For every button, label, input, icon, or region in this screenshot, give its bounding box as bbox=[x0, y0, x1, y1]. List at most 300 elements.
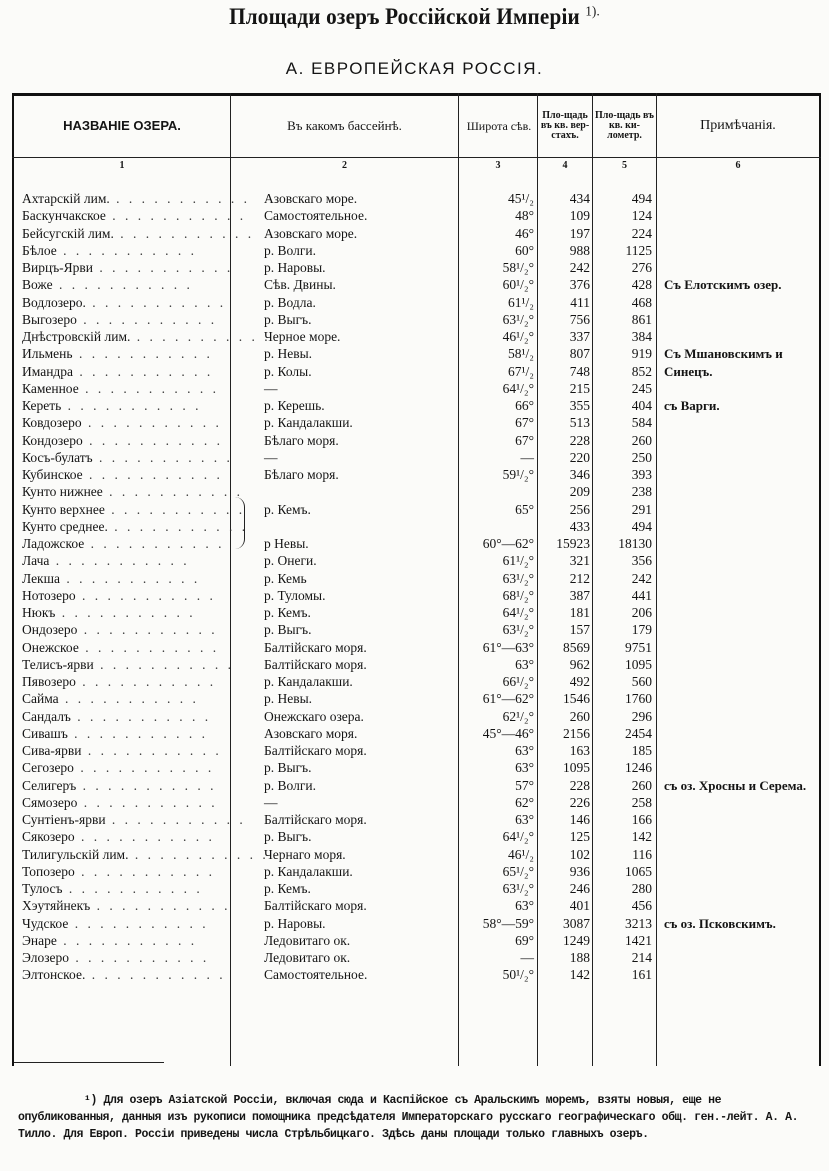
latitude-cell: 58¹/₂° bbox=[502, 260, 534, 275]
basin-cell: р. Выгъ. bbox=[264, 760, 312, 776]
latitude-cell: 45°—46° bbox=[482, 725, 534, 741]
area-versts-cell: 242 bbox=[569, 260, 590, 275]
area-km-cell: 260 bbox=[631, 777, 652, 793]
table-row bbox=[0, 966, 829, 983]
table-row bbox=[0, 207, 829, 224]
leader-dots: . . . . . . . . . . . bbox=[78, 380, 219, 396]
basin-cell: р. Невы. bbox=[264, 691, 313, 707]
latitude-cell: — bbox=[520, 950, 534, 965]
basin-cell: р. Волги. bbox=[264, 777, 316, 793]
leader-dots: . . . . . . . . . . . bbox=[69, 950, 210, 965]
leader-dots: . . . . . . . . . . . bbox=[67, 725, 209, 741]
table-row bbox=[0, 587, 829, 604]
basin-cell: Ледовитаго ок. bbox=[264, 950, 351, 965]
basin-cell: р. Кемъ. bbox=[264, 605, 311, 620]
area-versts-cell: 109 bbox=[569, 208, 590, 224]
leader-dots: . . . . . . . . . . . bbox=[52, 277, 193, 293]
area-versts-cell: 220 bbox=[569, 449, 590, 465]
lake-name: Имандра . . . . . . . . . . . bbox=[22, 363, 214, 379]
column-number: 4 bbox=[562, 160, 568, 171]
basin-cell: Бѣлаго моря. bbox=[264, 432, 339, 448]
area-km-cell: 242 bbox=[631, 570, 652, 586]
lake-name: Сямозеро . . . . . . . . . . . bbox=[22, 794, 218, 810]
area-km-cell: 1065 bbox=[625, 863, 652, 879]
leader-dots: . . . . . . . . . . . bbox=[77, 794, 218, 810]
lake-name: Тулосъ . . . . . . . . . . . bbox=[22, 881, 203, 896]
lake-name: Лекша . . . . . . . . . . . bbox=[22, 570, 201, 586]
leader-dots: . . . . . . . . . . . bbox=[105, 208, 247, 224]
lake-name: Водлозеро. . . . . . . . . . . . bbox=[22, 294, 227, 310]
header-notes: Примѣчанія. bbox=[700, 118, 776, 133]
area-km-cell: 245 bbox=[631, 380, 652, 396]
basin-cell: — bbox=[264, 794, 278, 810]
area-versts-cell: 748 bbox=[569, 363, 590, 379]
area-versts-cell: 8569 bbox=[563, 639, 590, 655]
basin-cell: Азовскаго море. bbox=[264, 191, 358, 206]
area-versts-cell: 401 bbox=[569, 898, 590, 914]
table-row bbox=[0, 846, 829, 863]
latitude-cell: 68¹/₂° bbox=[502, 587, 534, 603]
lake-name: Ильмень . . . . . . . . . . . bbox=[22, 346, 213, 362]
note-cell: Съ Елотскимъ озер. bbox=[664, 277, 782, 293]
table-row bbox=[0, 449, 829, 466]
latitude-cell: 61¹/₂ bbox=[507, 294, 534, 310]
latitude-cell: 63° bbox=[515, 656, 534, 672]
column-number: 6 bbox=[735, 160, 741, 171]
area-km-cell: 124 bbox=[631, 208, 652, 224]
table-row bbox=[0, 552, 829, 569]
basin-cell: р. Керешь. bbox=[264, 398, 325, 413]
column-number: 2 bbox=[342, 160, 347, 171]
area-versts-cell: 988 bbox=[569, 242, 590, 258]
lake-name: Кунто верхнее . . . . . . . . . . . bbox=[22, 501, 246, 517]
leader-dots: . . . . . . . . . . . bbox=[78, 639, 220, 655]
area-versts-cell: 246 bbox=[569, 881, 590, 896]
area-km-cell: 161 bbox=[631, 967, 652, 983]
latitude-cell: 60¹/₂° bbox=[502, 277, 534, 293]
latitude-cell: 48° bbox=[515, 208, 534, 224]
area-versts-cell: 936 bbox=[569, 863, 590, 879]
area-km-cell: 1421 bbox=[625, 932, 652, 948]
area-km-cell: 3213 bbox=[625, 915, 652, 931]
title-footnote-mark: 1). bbox=[585, 4, 600, 20]
latitude-cell: 63¹/₂° bbox=[502, 881, 534, 896]
leader-dots: . . . . . . . . . . . bbox=[93, 260, 234, 275]
latitude-cell: 60° bbox=[515, 242, 534, 258]
latitude-cell: 64¹/₂° bbox=[502, 605, 534, 620]
note-cell: Синецъ. bbox=[664, 363, 713, 379]
leader-dots: . . . . . . . . . . . bbox=[73, 760, 215, 776]
area-km-cell: 291 bbox=[631, 501, 652, 517]
header-area-versts: Пло-щадь въ кв. вер-стахъ. bbox=[540, 110, 590, 141]
lake-name: Онежское . . . . . . . . . . . bbox=[22, 639, 220, 655]
area-versts-cell: 321 bbox=[569, 553, 590, 569]
leader-dots: . . . . . . . . . . . bbox=[77, 622, 218, 638]
area-versts-cell: 411 bbox=[570, 294, 590, 310]
basin-cell: р. Туломы. bbox=[264, 587, 326, 603]
area-km-cell: 280 bbox=[631, 881, 652, 896]
latitude-cell: 46¹/₂ bbox=[507, 846, 534, 862]
latitude-cell: 60°—62° bbox=[482, 536, 534, 551]
area-km-cell: 276 bbox=[631, 260, 652, 275]
basin-cell: Ледовитаго ок. bbox=[264, 932, 351, 948]
basin-cell: Онежскаго озера. bbox=[264, 708, 364, 724]
area-versts-cell: 188 bbox=[569, 950, 590, 965]
lake-name: Сива-ярви . . . . . . . . . . . bbox=[22, 743, 222, 758]
lake-name: Сайма . . . . . . . . . . . bbox=[22, 691, 199, 707]
latitude-cell: 64¹/₂° bbox=[502, 380, 534, 396]
area-km-cell: 1246 bbox=[625, 760, 652, 776]
area-versts-cell: 197 bbox=[569, 225, 590, 241]
area-km-cell: 250 bbox=[631, 449, 652, 465]
latitude-cell: 46¹/₂° bbox=[502, 329, 534, 344]
lake-name: Нотозеро . . . . . . . . . . . bbox=[22, 587, 216, 603]
basin-cell: Балтійскаго моря. bbox=[264, 639, 367, 655]
latitude-cell: 63° bbox=[515, 812, 534, 827]
area-km-cell: 166 bbox=[631, 812, 652, 827]
table-row bbox=[0, 259, 829, 276]
area-km-cell: 18130 bbox=[618, 536, 652, 551]
table-row bbox=[0, 483, 829, 500]
table-row bbox=[0, 673, 829, 690]
basin-cell: р Невы. bbox=[264, 536, 309, 551]
lake-name: Кубинское . . . . . . . . . . . bbox=[22, 467, 223, 482]
lake-name: Топозеро . . . . . . . . . . . bbox=[22, 863, 216, 879]
basin-cell: Сѣв. Двины. bbox=[264, 277, 336, 293]
table-row bbox=[0, 501, 829, 518]
area-km-cell: 116 bbox=[632, 846, 652, 862]
lake-name: Днѣстровскій лим. . . . . . . . . . . . bbox=[22, 329, 271, 344]
basin-cell: Балтійскаго моря. bbox=[264, 743, 367, 758]
basin-cell: р. Наровы. bbox=[264, 915, 326, 931]
leader-dots: . . . . . . . . . . . bbox=[81, 415, 222, 431]
lake-name: Каменное . . . . . . . . . . . bbox=[22, 380, 219, 396]
table-row bbox=[0, 276, 829, 293]
table-row bbox=[0, 915, 829, 932]
area-versts-cell: 228 bbox=[569, 432, 590, 448]
area-versts-cell: 212 bbox=[569, 570, 590, 586]
area-versts-cell: 256 bbox=[569, 501, 590, 517]
title-text: Площади озеръ Россійской Имперіи bbox=[229, 4, 580, 29]
leader-dots: . . . . . . . . . . . bbox=[74, 863, 216, 879]
area-km-cell: 206 bbox=[631, 605, 652, 620]
leader-dots: . . . . . . . . . . . bbox=[70, 708, 212, 724]
area-versts-cell: 102 bbox=[569, 846, 590, 862]
area-km-cell: 404 bbox=[631, 398, 652, 413]
lake-name: Кунто нижнее . . . . . . . . . . . bbox=[22, 484, 244, 500]
leader-dots: . . . . . . . . . . . bbox=[75, 674, 217, 689]
latitude-cell: 59¹/₂° bbox=[502, 467, 534, 482]
area-versts-cell: 163 bbox=[569, 743, 590, 758]
area-km-cell: 185 bbox=[631, 743, 652, 758]
latitude-cell: 63¹/₂° bbox=[502, 570, 534, 586]
area-km-cell: 258 bbox=[631, 794, 652, 810]
area-versts-cell: 142 bbox=[569, 967, 590, 983]
area-versts-cell: 260 bbox=[569, 708, 590, 724]
column-number: 5 bbox=[622, 160, 627, 171]
area-km-cell: 584 bbox=[631, 415, 652, 431]
basin-cell: р. Кандалакши. bbox=[264, 863, 353, 879]
table-row bbox=[0, 828, 829, 845]
area-km-cell: 1125 bbox=[625, 242, 652, 258]
area-km-cell: 1760 bbox=[625, 691, 652, 707]
lake-name: Кунто среднее. . . . . . . . . . . . bbox=[22, 518, 249, 534]
lake-name: Нюкъ . . . . . . . . . . . bbox=[22, 605, 196, 620]
basin-cell: р. Выгъ. bbox=[264, 311, 312, 327]
latitude-cell: 63° bbox=[515, 898, 534, 914]
table-row bbox=[0, 863, 829, 880]
lake-name: Ковдозеро . . . . . . . . . . . bbox=[22, 415, 222, 431]
basin-cell: Бѣлаго моря. bbox=[264, 467, 339, 482]
basin-cell: Черное море. bbox=[264, 329, 341, 344]
latitude-cell: 66° bbox=[515, 398, 534, 413]
table-row bbox=[0, 759, 829, 776]
area-km-cell: 179 bbox=[631, 622, 652, 638]
leader-dots: . . . . . . . . . . . bbox=[109, 191, 250, 206]
table-row bbox=[0, 432, 829, 449]
header-area-km: Пло-щадь въ кв. ки-лометр. bbox=[595, 110, 654, 141]
latitude-cell: 50¹/₂° bbox=[502, 967, 534, 983]
leader-dots: . . . . . . . . . . . bbox=[74, 829, 215, 845]
leader-dots: . . . . . . . . . . . bbox=[128, 846, 269, 862]
lake-name: Элтонское. . . . . . . . . . . . bbox=[22, 967, 226, 983]
lake-name: Сивашъ . . . . . . . . . . . bbox=[22, 725, 209, 741]
area-km-cell: 852 bbox=[631, 363, 652, 379]
leader-dots: . . . . . . . . . . . bbox=[62, 881, 203, 896]
latitude-cell: 61°—62° bbox=[482, 691, 534, 707]
basin-cell: р. Кемь bbox=[264, 570, 307, 586]
basin-cell: р. Онеги. bbox=[264, 553, 317, 569]
area-km-cell: 142 bbox=[631, 829, 652, 845]
area-km-cell: 9751 bbox=[625, 639, 652, 655]
latitude-cell: 67° bbox=[515, 415, 534, 431]
latitude-cell: 63° bbox=[515, 760, 534, 776]
table-row bbox=[0, 570, 829, 587]
leader-dots: . . . . . . . . . . . bbox=[58, 691, 199, 707]
column-number: 1 bbox=[119, 160, 125, 171]
basin-cell: Балтійскаго моря. bbox=[264, 812, 367, 827]
leader-dots: . . . . . . . . . . . bbox=[72, 346, 213, 362]
leader-dots: . . . . . . . . . . . bbox=[84, 536, 225, 551]
lake-name: Бѣлое . . . . . . . . . . . bbox=[22, 242, 197, 258]
lake-name: Сандалъ . . . . . . . . . . . bbox=[22, 708, 212, 724]
leader-dots: . . . . . . . . . . . bbox=[49, 553, 190, 569]
basin-cell: р. Кандалакши. bbox=[264, 415, 353, 431]
area-versts-cell: 337 bbox=[569, 329, 590, 344]
table-row bbox=[0, 725, 829, 742]
area-versts-cell: 215 bbox=[569, 380, 590, 396]
basin-cell: Балтійскаго моря. bbox=[264, 898, 367, 914]
basin-cell: р. Водла. bbox=[264, 294, 316, 310]
leader-dots: . . . . . . . . . . . bbox=[56, 932, 198, 948]
basin-cell: р. Кемъ. bbox=[264, 881, 311, 896]
leader-dots: . . . . . . . . . . . bbox=[93, 656, 234, 672]
area-km-cell: 2454 bbox=[625, 725, 652, 741]
table-row bbox=[0, 708, 829, 725]
lake-name: Хэутяйнекъ . . . . . . . . . . . bbox=[22, 898, 231, 914]
footnote: ¹) Для озеръ Азіатской Россіи, включая сюда и Каспійское съ Аральскимъ моремъ, взяты новыя, еще не опубликованныя, данныя изъ рукописи помощника предсѣдателя Императорскаго русскаго географическаго общ. ген.-лейт. А. А. Тилло. Для Европ. Россіи приведены числа Стрѣльбицкаго. Здѣсь даны площади только главныхъ озеръ. bbox=[18, 1094, 799, 1141]
leader-dots: . . . . . . . . . . . bbox=[104, 501, 246, 517]
area-km-cell: 861 bbox=[631, 311, 652, 327]
table-row bbox=[0, 621, 829, 638]
header-latitude: Широта сѣв. bbox=[466, 119, 532, 133]
basin-cell: — bbox=[264, 449, 278, 465]
area-km-cell: 224 bbox=[631, 225, 652, 241]
area-versts-cell: 157 bbox=[569, 622, 590, 638]
lake-name: Баскунчакское . . . . . . . . . . . bbox=[22, 208, 247, 224]
area-versts-cell: 962 bbox=[569, 656, 590, 672]
area-km-cell: 1095 bbox=[625, 656, 652, 672]
basin-cell: Самостоятельное. bbox=[264, 967, 368, 983]
leader-dots: . . . . . . . . . . . bbox=[76, 311, 218, 327]
latitude-cell: 69° bbox=[515, 932, 534, 948]
column-number: 3 bbox=[495, 160, 501, 171]
latitude-cell: 67¹/₂ bbox=[507, 363, 534, 379]
lake-name: Бейсугскій лим. . . . . . . . . . . . bbox=[22, 225, 255, 241]
leader-dots: . . . . . . . . . . . bbox=[92, 449, 233, 465]
latitude-cell: 63¹/₂° bbox=[502, 311, 534, 327]
table-row bbox=[0, 742, 829, 759]
lake-name: Сегозеро . . . . . . . . . . . bbox=[22, 760, 215, 776]
basin-cell: р. Невы. bbox=[264, 346, 313, 362]
leader-dots: . . . . . . . . . . . bbox=[73, 363, 214, 379]
table-row bbox=[0, 380, 829, 397]
table-row bbox=[0, 225, 829, 242]
table-row bbox=[0, 897, 829, 914]
area-versts-cell: 1546 bbox=[563, 691, 590, 707]
table-row bbox=[0, 345, 829, 362]
area-km-cell: 238 bbox=[631, 484, 652, 500]
area-versts-cell: 1095 bbox=[563, 760, 590, 776]
leader-dots: . . . . . . . . . . . bbox=[76, 777, 217, 793]
latitude-cell: 62¹/₂° bbox=[502, 708, 534, 724]
table-row bbox=[0, 294, 829, 311]
lake-name: Селигеръ . . . . . . . . . . . bbox=[22, 777, 217, 793]
lake-name: Пявозеро . . . . . . . . . . . bbox=[22, 674, 217, 689]
area-km-cell: 296 bbox=[631, 708, 652, 724]
table-row bbox=[0, 880, 829, 897]
latitude-cell: 58°—59° bbox=[482, 915, 534, 931]
table-row bbox=[0, 932, 829, 949]
note-cell: съ оз. Псковскимъ. bbox=[664, 915, 776, 931]
table-row bbox=[0, 242, 829, 259]
basin-cell: Азовскаго море. bbox=[264, 225, 358, 241]
basin-cell: р. Кемъ. bbox=[264, 501, 311, 517]
table-row bbox=[0, 777, 829, 794]
lake-name: Лача . . . . . . . . . . . bbox=[22, 553, 190, 569]
header-divider bbox=[12, 157, 821, 158]
basin-cell: — bbox=[264, 380, 278, 396]
table-row bbox=[0, 794, 829, 811]
table-row bbox=[0, 363, 829, 380]
area-versts-cell: 756 bbox=[569, 311, 590, 327]
lake-name: Кереть . . . . . . . . . . . bbox=[22, 398, 202, 413]
page-title bbox=[33, 4, 796, 30]
table-row bbox=[0, 639, 829, 656]
latitude-cell: 45¹/₂ bbox=[507, 191, 534, 206]
latitude-cell: 63° bbox=[515, 743, 534, 758]
lake-name: Ладожское . . . . . . . . . . . bbox=[22, 536, 225, 551]
table-row bbox=[0, 811, 829, 828]
area-versts-cell: 3087 bbox=[563, 915, 590, 931]
latitude-cell: 65¹/₂° bbox=[502, 863, 534, 879]
lake-name: Ахтарскій лим. . . . . . . . . . . . bbox=[22, 191, 250, 206]
leader-dots: . . . . . . . . . . . bbox=[113, 225, 255, 241]
latitude-cell: — bbox=[520, 449, 534, 465]
table-row bbox=[0, 311, 829, 328]
latitude-cell: 65° bbox=[515, 501, 534, 517]
table-row bbox=[0, 535, 829, 552]
lake-name: Сунтіенъ-ярви . . . . . . . . . . . bbox=[22, 812, 246, 827]
area-km-cell: 468 bbox=[631, 294, 652, 310]
leader-dots: . . . . . . . . . . . bbox=[68, 915, 209, 931]
area-versts-cell: 346 bbox=[569, 467, 590, 482]
area-km-cell: 428 bbox=[631, 277, 652, 293]
area-km-cell: 260 bbox=[631, 432, 652, 448]
note-cell: Съ Мшановскимъ и bbox=[664, 346, 783, 362]
latitude-cell: 57° bbox=[515, 777, 534, 793]
area-versts-cell: 387 bbox=[569, 587, 590, 603]
note-cell: съ оз. Хросны и Серема. bbox=[664, 777, 807, 793]
lake-name: Косъ-булатъ . . . . . . . . . . . bbox=[22, 449, 233, 465]
area-versts-cell: 146 bbox=[569, 812, 590, 827]
table-row bbox=[0, 690, 829, 707]
lake-name: Воже . . . . . . . . . . . bbox=[22, 277, 193, 293]
area-versts-cell: 228 bbox=[569, 777, 590, 793]
leader-dots: . . . . . . . . . . . bbox=[85, 294, 227, 310]
area-km-cell: 494 bbox=[631, 191, 652, 206]
leader-dots: . . . . . . . . . . . bbox=[56, 242, 197, 258]
area-versts-cell: 433 bbox=[569, 518, 590, 534]
leader-dots: . . . . . . . . . . . bbox=[85, 967, 226, 983]
leader-dots: . . . . . . . . . . . bbox=[107, 518, 249, 534]
area-km-cell: 456 bbox=[631, 898, 652, 914]
grouping-brace bbox=[234, 497, 245, 549]
area-versts-cell: 125 bbox=[569, 829, 590, 845]
lake-name: Сякозеро . . . . . . . . . . . bbox=[22, 829, 215, 845]
area-versts-cell: 181 bbox=[569, 605, 590, 620]
area-km-cell: 919 bbox=[631, 346, 652, 362]
basin-cell: р. Выгъ. bbox=[264, 622, 312, 638]
table-row bbox=[0, 190, 829, 207]
leader-dots: . . . . . . . . . . . bbox=[60, 570, 201, 586]
table-row bbox=[0, 518, 829, 535]
area-versts-cell: 226 bbox=[569, 794, 590, 810]
leader-dots: . . . . . . . . . . . bbox=[55, 605, 196, 620]
leader-dots: . . . . . . . . . . . bbox=[61, 398, 202, 413]
note-cell: съ Варги. bbox=[664, 398, 720, 413]
basin-cell: р. Выгъ. bbox=[264, 829, 312, 845]
latitude-cell: 63¹/₂° bbox=[502, 622, 534, 638]
basin-cell: Балтійскаго моря. bbox=[264, 656, 367, 672]
latitude-cell: 67° bbox=[515, 432, 534, 448]
table-row bbox=[0, 414, 829, 431]
area-versts-cell: 492 bbox=[569, 674, 590, 689]
header-basin: Въ какомъ бассейнѣ. bbox=[287, 118, 402, 133]
area-versts-cell: 2156 bbox=[563, 725, 590, 741]
leader-dots: . . . . . . . . . . . bbox=[82, 432, 223, 448]
table-row bbox=[0, 466, 829, 483]
basin-cell: р. Колы. bbox=[264, 363, 312, 379]
leader-dots: . . . . . . . . . . . bbox=[82, 467, 223, 482]
lake-name: Ондозеро . . . . . . . . . . . bbox=[22, 622, 218, 638]
table-row bbox=[0, 397, 829, 414]
area-versts-cell: 1249 bbox=[563, 932, 590, 948]
area-versts-cell: 355 bbox=[569, 398, 590, 413]
latitude-cell: 58¹/₂ bbox=[507, 346, 534, 362]
area-km-cell: 356 bbox=[631, 553, 652, 569]
area-km-cell: 214 bbox=[631, 950, 652, 965]
